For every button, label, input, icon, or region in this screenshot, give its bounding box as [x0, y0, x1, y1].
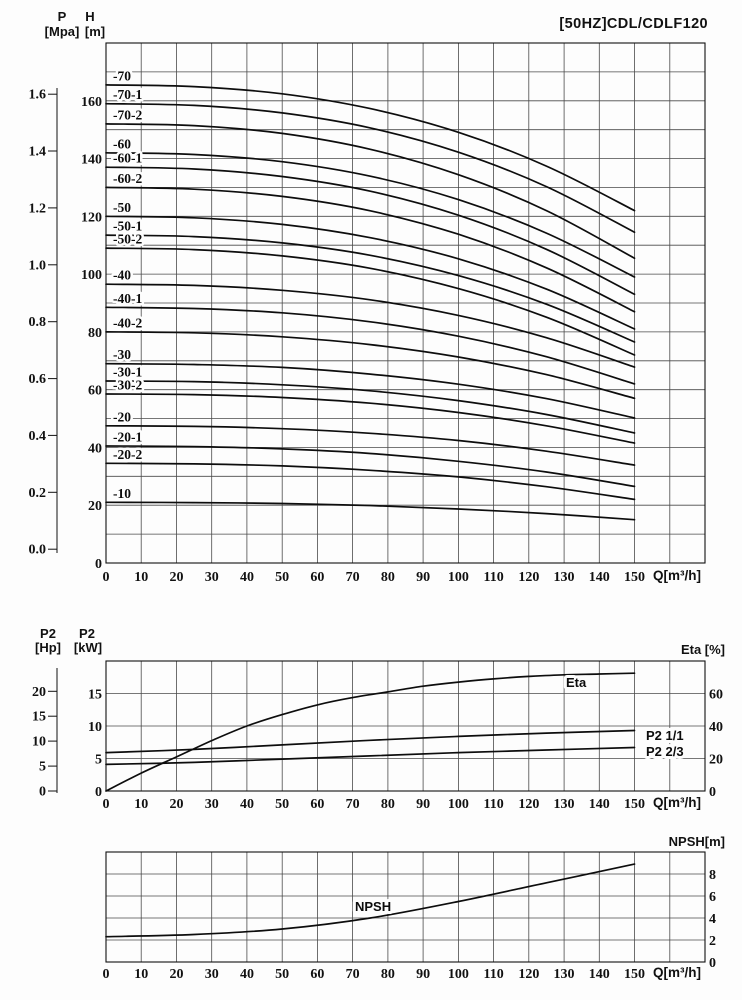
p-tick-1.2: 1.2 [28, 201, 46, 217]
h-tick-160: 160 [81, 94, 102, 110]
curve-label--40: -40 [113, 267, 131, 283]
curve-label--20: -20 [113, 409, 131, 425]
power-eta-chart [32, 661, 723, 812]
h-tick-60: 60 [88, 383, 102, 399]
head-flow-grid [106, 43, 705, 563]
power-eta-xtick-10: 10 [134, 797, 149, 812]
npsh-chart [103, 852, 717, 982]
curve-label--60-1: -60-1 [113, 150, 143, 166]
head-flow-xtick-140: 140 [588, 570, 610, 585]
power-eta-xtick-140: 140 [588, 797, 610, 812]
curve--20 [106, 426, 635, 465]
eta-curve-label: Eta [566, 675, 587, 690]
power-eta-xtick-0: 0 [102, 797, 110, 812]
eta-axis-title: Eta [%] [680, 642, 725, 657]
curve-label--30-1: -30-1 [113, 364, 143, 380]
curve-label--60: -60 [113, 136, 131, 152]
npsh-xtick-70: 70 [345, 967, 360, 982]
main-q-axis-title: Q[m³/h] [653, 568, 701, 583]
head-flow-xtick-150: 150 [624, 570, 646, 585]
kw-tick-15: 15 [88, 687, 102, 703]
chart-title: [50HZ]CDL/CDLF120 [559, 16, 708, 32]
p-tick-1.0: 1.0 [28, 258, 46, 274]
kw-tick-0: 0 [95, 785, 102, 800]
curve-label--30-2: -30-2 [113, 377, 143, 393]
curve-label--70: -70 [113, 68, 131, 84]
mid-q-axis-title: Q[m³/h] [653, 795, 701, 810]
npsh-xtick-50: 50 [275, 967, 290, 982]
npsh-xtick-30: 30 [204, 967, 219, 982]
p-axis [48, 88, 57, 553]
curve-label--40-1: -40-1 [113, 290, 143, 306]
curve-label--40-2: -40-2 [113, 315, 143, 331]
curve-label--20-1: -20-1 [113, 429, 143, 445]
curve-label--10: -10 [113, 485, 131, 501]
head-flow-xtick-110: 110 [483, 570, 504, 585]
hp-tick-15: 15 [32, 709, 46, 725]
npsh-xtick-130: 130 [553, 967, 575, 982]
head-flow-xtick-120: 120 [518, 570, 540, 585]
eta-tick-20: 20 [709, 752, 723, 768]
power-eta-xtick-80: 80 [380, 797, 395, 812]
npsh-xtick-80: 80 [380, 967, 395, 982]
npsh-xtick-20: 20 [169, 967, 184, 982]
power-eta-xtick-100: 100 [447, 797, 469, 812]
npsh-tick-4: 4 [709, 912, 716, 927]
power-eta-xtick-120: 120 [518, 797, 540, 812]
npsh-xtick-150: 150 [624, 967, 646, 982]
curve-label--50-2: -50-2 [113, 231, 143, 247]
npsh-axis-title: NPSH[m] [668, 834, 725, 849]
hp-tick-0: 0 [39, 784, 46, 800]
main-h-axis-title: H [85, 9, 95, 24]
p-tick-0.8: 0.8 [28, 315, 46, 331]
p-tick-0.4: 0.4 [28, 428, 46, 444]
power-eta-grid [106, 661, 705, 791]
npsh-curve-label: NPSH [355, 899, 392, 914]
curve-label--30: -30 [113, 347, 131, 363]
p-tick-1.4: 1.4 [28, 144, 46, 160]
p-tick-0.0: 0.0 [28, 542, 46, 558]
h-tick-140: 140 [81, 152, 102, 168]
head-flow-xtick-100: 100 [447, 570, 469, 585]
power-eta-xtick-150: 150 [624, 797, 646, 812]
power-eta-xtick-50: 50 [275, 797, 290, 812]
curve-label--20-2: -20-2 [113, 446, 143, 462]
curve-label--70-2: -70-2 [113, 107, 143, 123]
npsh-xtick-10: 10 [134, 967, 149, 982]
main-h-axis-unit: [m] [84, 24, 106, 39]
curve-label--60-2: -60-2 [113, 170, 143, 186]
hp-tick-10: 10 [32, 734, 46, 750]
npsh-xtick-60: 60 [310, 967, 325, 982]
curve--60-1 [106, 167, 635, 294]
eta-tick-40: 40 [709, 720, 723, 735]
h-tick-20: 20 [88, 499, 102, 515]
head-flow-xtick-90: 90 [416, 570, 431, 585]
head-flow-chart [29, 43, 706, 585]
main-p-axis-title: P [57, 9, 67, 24]
h-tick-80: 80 [88, 325, 102, 341]
h-tick-120: 120 [81, 210, 102, 226]
power-eta-xtick-90: 90 [416, 797, 431, 812]
head-flow-xtick-70: 70 [345, 570, 360, 585]
p-tick-1.6: 1.6 [28, 87, 46, 103]
h-tick-100: 100 [81, 268, 102, 284]
npsh-tick-2: 2 [709, 934, 716, 949]
npsh-xtick-120: 120 [518, 967, 540, 982]
h-tick-0: 0 [95, 557, 102, 572]
power-eta-xtick-110: 110 [483, 797, 504, 812]
curve--40 [106, 284, 635, 367]
npsh-q-axis-title: Q[m³/h] [653, 965, 701, 980]
npsh-xtick-0: 0 [102, 967, 110, 982]
head-flow-xtick-0: 0 [102, 570, 110, 585]
power-eta-xtick-40: 40 [239, 797, 254, 812]
npsh-tick-8: 8 [709, 868, 716, 883]
npsh-tick-6: 6 [709, 890, 716, 905]
npsh-tick-0: 0 [709, 956, 716, 971]
npsh-xtick-140: 140 [588, 967, 610, 982]
eta-tick-0: 0 [709, 785, 716, 800]
p-tick-0.2: 0.2 [28, 485, 46, 501]
eta-tick-60: 60 [709, 687, 723, 703]
kw-tick-5: 5 [95, 752, 102, 768]
power-eta-xtick-130: 130 [553, 797, 575, 812]
head-flow-xtick-30: 30 [204, 570, 219, 585]
mid-kw-axis-unit: [kW] [73, 640, 103, 655]
hp-tick-5: 5 [39, 759, 46, 775]
npsh-xtick-100: 100 [447, 967, 469, 982]
head-flow-xtick-40: 40 [239, 570, 254, 585]
head-flow-xtick-10: 10 [134, 570, 149, 585]
h-tick-40: 40 [88, 441, 102, 457]
curve-label--70-1: -70-1 [113, 87, 143, 103]
mid-hp-axis-title: P2 [40, 626, 56, 641]
curve--30-1 [106, 381, 635, 433]
main-p-axis-unit: [Mpa] [44, 24, 80, 39]
hp-tick-20: 20 [32, 684, 46, 700]
curve--50-1 [106, 235, 635, 342]
mid-hp-axis-unit: [Hp] [35, 640, 61, 655]
mid-kw-axis-title: P2 [79, 626, 95, 641]
curve--20-2 [106, 463, 635, 499]
curve--40-1 [106, 307, 635, 384]
p-tick-0.6: 0.6 [28, 372, 46, 388]
p2-two-thirds-curve-label: P2 2/3 [646, 744, 684, 759]
head-flow-xtick-60: 60 [310, 570, 325, 585]
head-flow-xtick-20: 20 [169, 570, 184, 585]
head-flow-xtick-80: 80 [380, 570, 395, 585]
curve--50-2 [106, 248, 635, 355]
power-eta-xtick-70: 70 [345, 797, 360, 812]
npsh-xtick-40: 40 [239, 967, 254, 982]
npsh-xtick-110: 110 [483, 967, 504, 982]
power-eta-xtick-60: 60 [310, 797, 325, 812]
p2-full-curve-label: P2 1/1 [646, 728, 684, 743]
curve-label--50: -50 [113, 199, 131, 215]
head-flow-xtick-50: 50 [275, 570, 290, 585]
kw-tick-10: 10 [88, 720, 102, 735]
curve-label--50-1: -50-1 [113, 218, 143, 234]
hp-axis [48, 668, 57, 793]
head-flow-xtick-130: 130 [553, 570, 575, 585]
power-eta-xtick-30: 30 [204, 797, 219, 812]
npsh-xtick-90: 90 [416, 967, 431, 982]
power-eta-xtick-20: 20 [169, 797, 184, 812]
